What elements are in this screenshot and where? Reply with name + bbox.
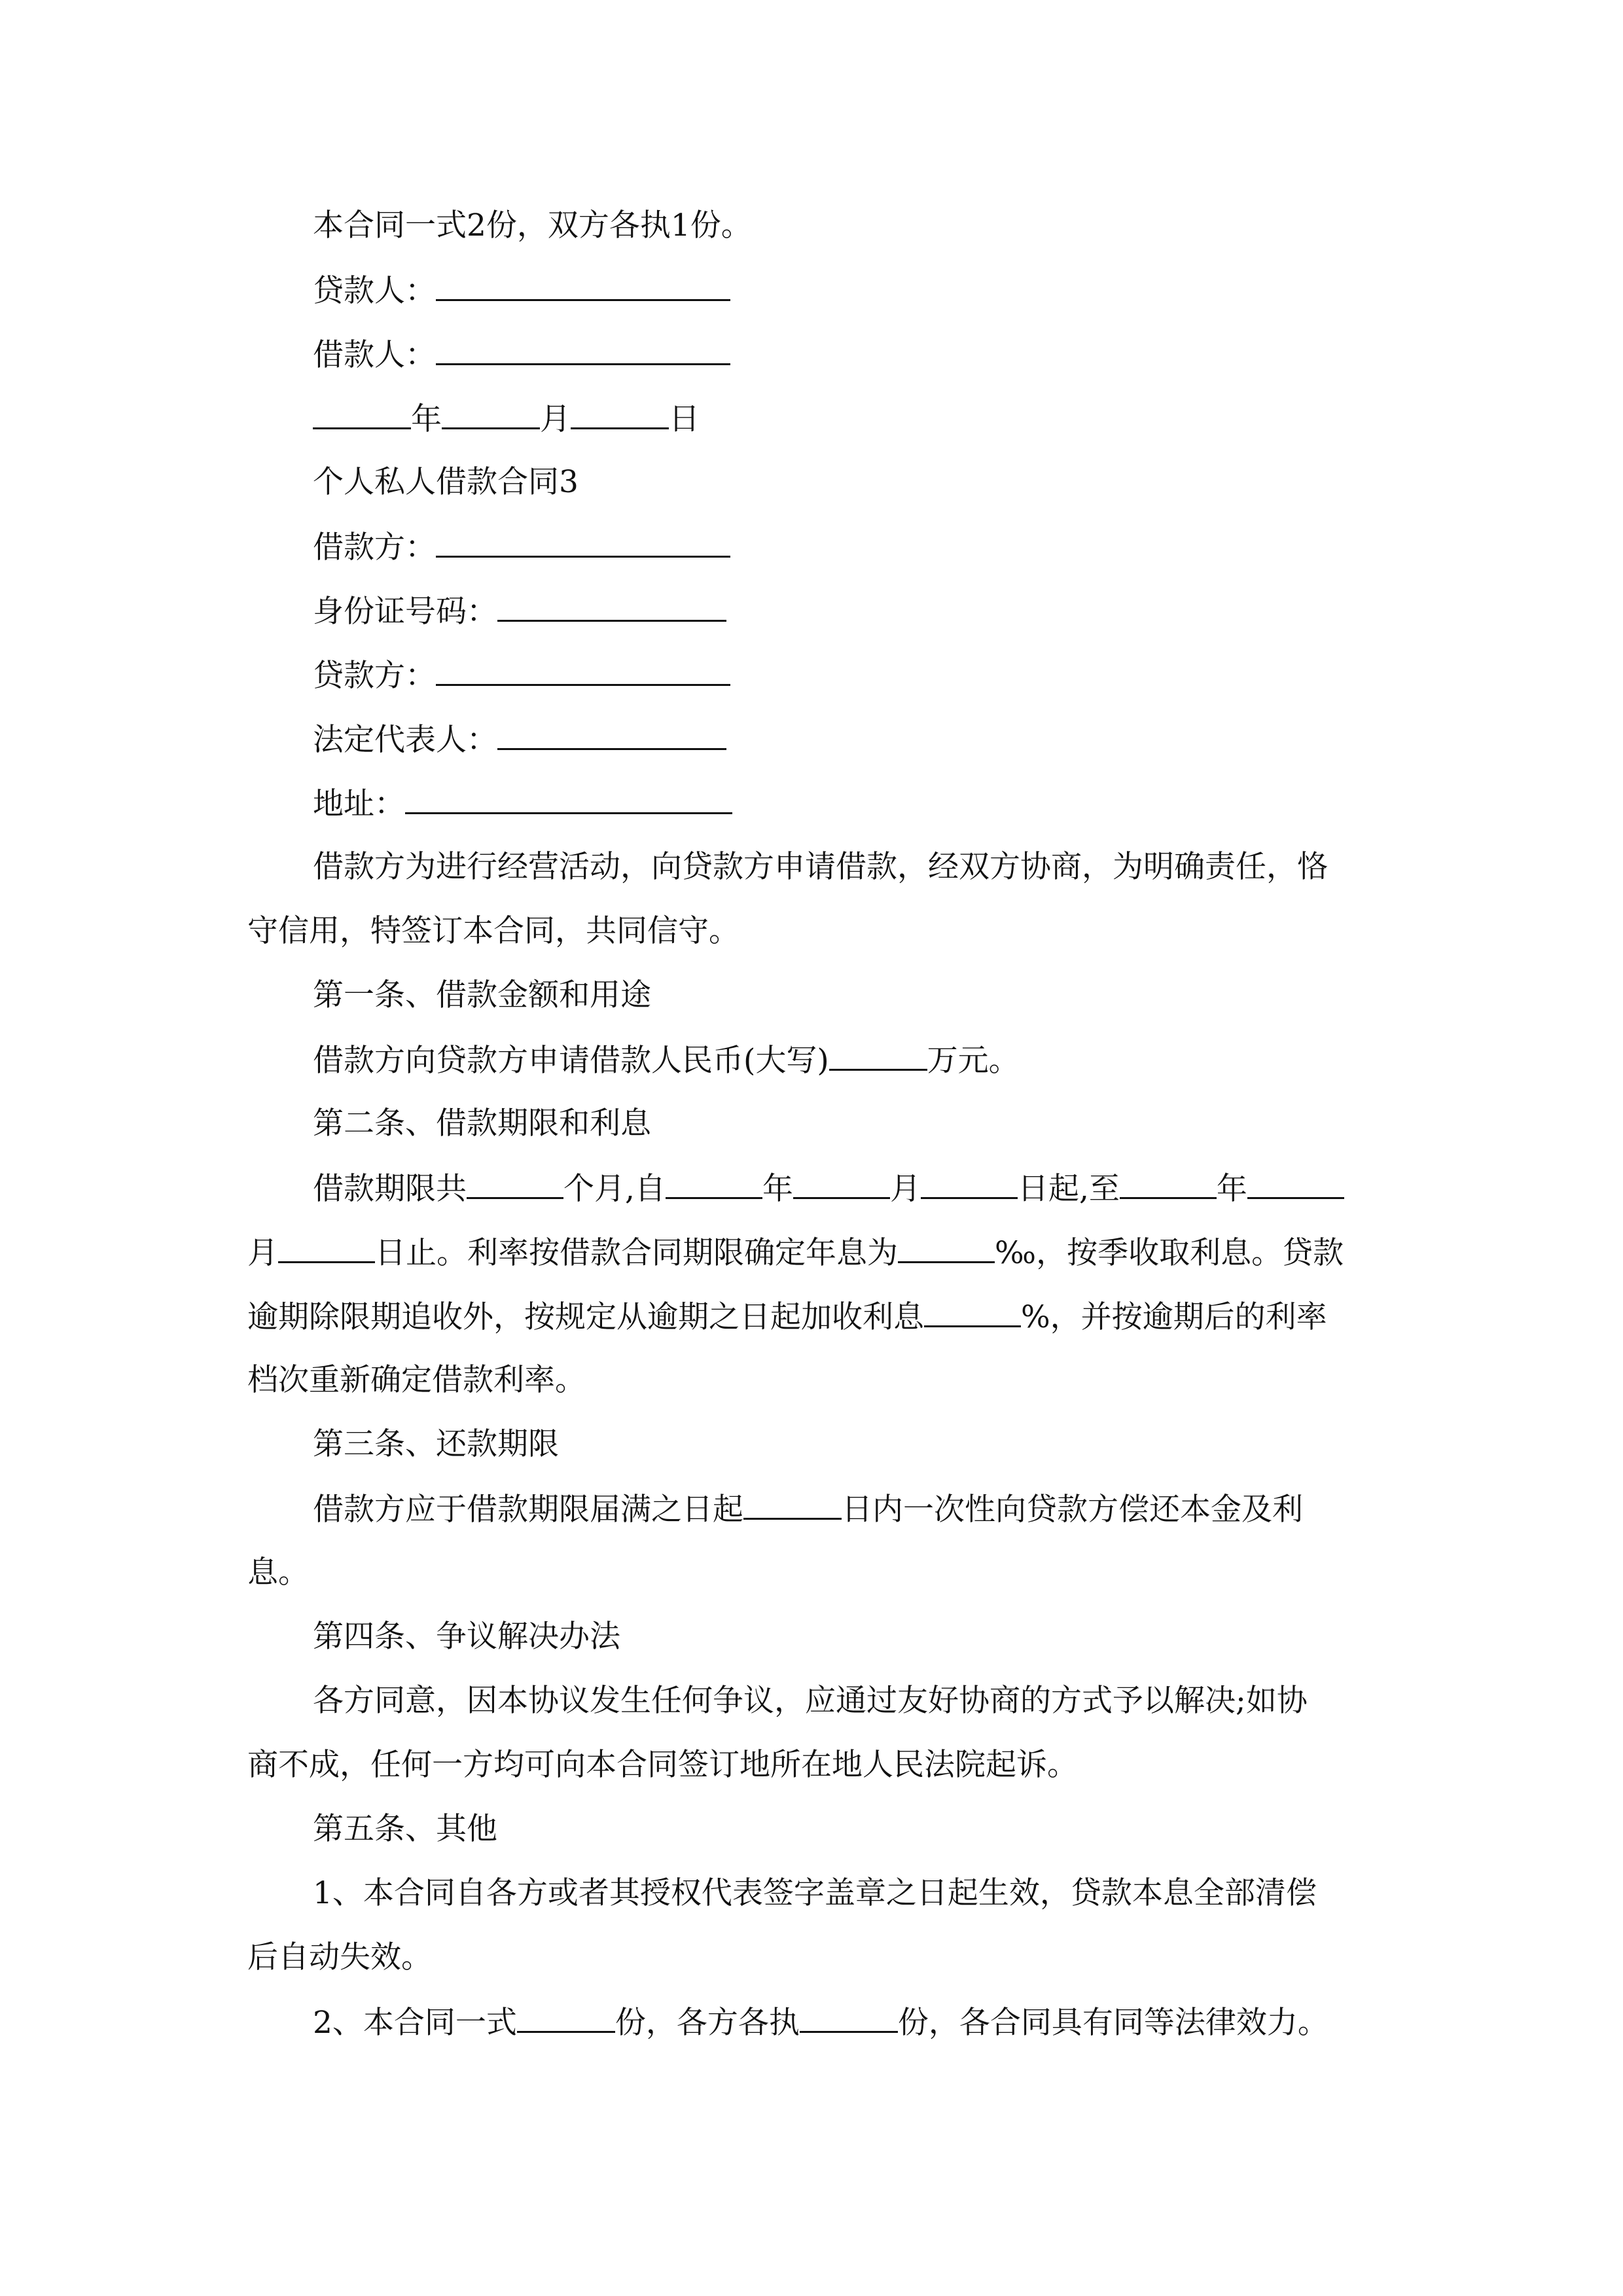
article-2-heading: 第二条、借款期限和利息 xyxy=(313,1105,651,1141)
article-4-line-1: 各方同意，因本协议发生任何争议，应通过友好协商的方式予以解决;如协 xyxy=(313,1683,1308,1719)
year-blank[interactable] xyxy=(313,399,411,429)
repayment-days-blank[interactable] xyxy=(743,1489,842,1520)
contract-heading: 个人私人借款合同3 xyxy=(313,464,579,500)
article-3-line-1: 借款方应于借款期限届满之日起 日内一次性向贷款方偿还本金及利 xyxy=(313,1489,1303,1530)
date-line: 年 月 日 xyxy=(313,399,700,439)
lender-label: 贷款人： xyxy=(313,273,436,309)
id-number-blank[interactable] xyxy=(497,591,726,622)
lender-signature-line xyxy=(313,270,730,311)
article-2-line-4: 档次重新确定借款利率。 xyxy=(247,1362,586,1398)
id-number-line: 身份证号码： xyxy=(313,591,726,632)
article-3-line-2: 息。 xyxy=(247,1554,309,1590)
legal-rep-line: 法定代表人： xyxy=(313,719,726,760)
borrowing-party-blank[interactable] xyxy=(436,527,730,558)
preamble-line-2: 守信用，特签订本合同，共同信守。 xyxy=(247,913,740,949)
lending-party-blank[interactable] xyxy=(436,655,730,686)
copies-count-blank[interactable] xyxy=(517,2002,615,2033)
article-2-line-2: 月 日止。利率按借款合同期限确定年息为 ‰，按季收取利息。贷款 xyxy=(247,1232,1344,1273)
preamble-line-1: 借款方为进行经营活动，向贷款方申请借款，经双方协商，为明确责任，恪 xyxy=(313,849,1328,885)
annual-rate-blank[interactable] xyxy=(898,1232,995,1263)
article-5-item-2: 2、本合同一式 份，各方各执 份，各合同具有同等法律效力。 xyxy=(313,2002,1329,2043)
article-1-body: 借款方向贷款方申请借款人民币(大写) 万元。 xyxy=(313,1040,1020,1081)
article-4-heading: 第四条、争议解决办法 xyxy=(313,1619,620,1655)
article-1-heading: 第一条、借款金额和用途 xyxy=(313,977,651,1013)
legal-rep-blank[interactable] xyxy=(497,719,726,750)
term-months-blank[interactable] xyxy=(467,1168,563,1199)
start-month-blank[interactable] xyxy=(793,1168,890,1199)
article-5-item-1-line-1: 1、本合同自各方或者其授权代表签字盖章之日起生效，贷款本息全部清偿 xyxy=(313,1875,1317,1911)
end-day-blank[interactable] xyxy=(278,1232,375,1263)
article-2-line-1: 借款期限共 个月,自 年 月 日起,至 年 xyxy=(313,1168,1344,1209)
month-blank[interactable] xyxy=(442,399,540,429)
borrower-blank[interactable] xyxy=(436,334,730,365)
borrower-signature-line xyxy=(313,334,730,375)
article-4-line-2: 商不成，任何一方均可向本合同签订地所在地人民法院起诉。 xyxy=(247,1747,1078,1783)
end-year-blank[interactable] xyxy=(1120,1168,1217,1199)
borrower-label: 借款人： xyxy=(313,337,436,373)
lending-party-line: 贷款方： xyxy=(313,655,730,696)
copies-each-blank[interactable] xyxy=(800,2002,898,2033)
day-blank[interactable] xyxy=(571,399,669,429)
article-5-heading: 第五条、其他 xyxy=(313,1811,497,1847)
article-3-heading: 第三条、还款期限 xyxy=(313,1426,559,1462)
copies-statement: 本合同一式2份，双方各执1份。 xyxy=(313,207,752,243)
address-blank[interactable] xyxy=(405,783,732,814)
overdue-rate-blank[interactable] xyxy=(924,1297,1021,1327)
borrowing-party-line: 借款方： xyxy=(313,527,730,567)
end-month-blank[interactable] xyxy=(1247,1168,1344,1199)
article-5-item-1-line-2: 后自动失效。 xyxy=(247,1939,432,1975)
start-year-blank[interactable] xyxy=(666,1168,762,1199)
start-day-blank[interactable] xyxy=(921,1168,1018,1199)
loan-amount-blank[interactable] xyxy=(829,1040,927,1071)
lender-blank[interactable] xyxy=(436,270,730,301)
article-2-line-3: 逾期除限期追收外，按规定从逾期之日起加收利息 %，并按逾期后的利率 xyxy=(247,1297,1327,1337)
address-line: 地址： xyxy=(313,783,732,824)
